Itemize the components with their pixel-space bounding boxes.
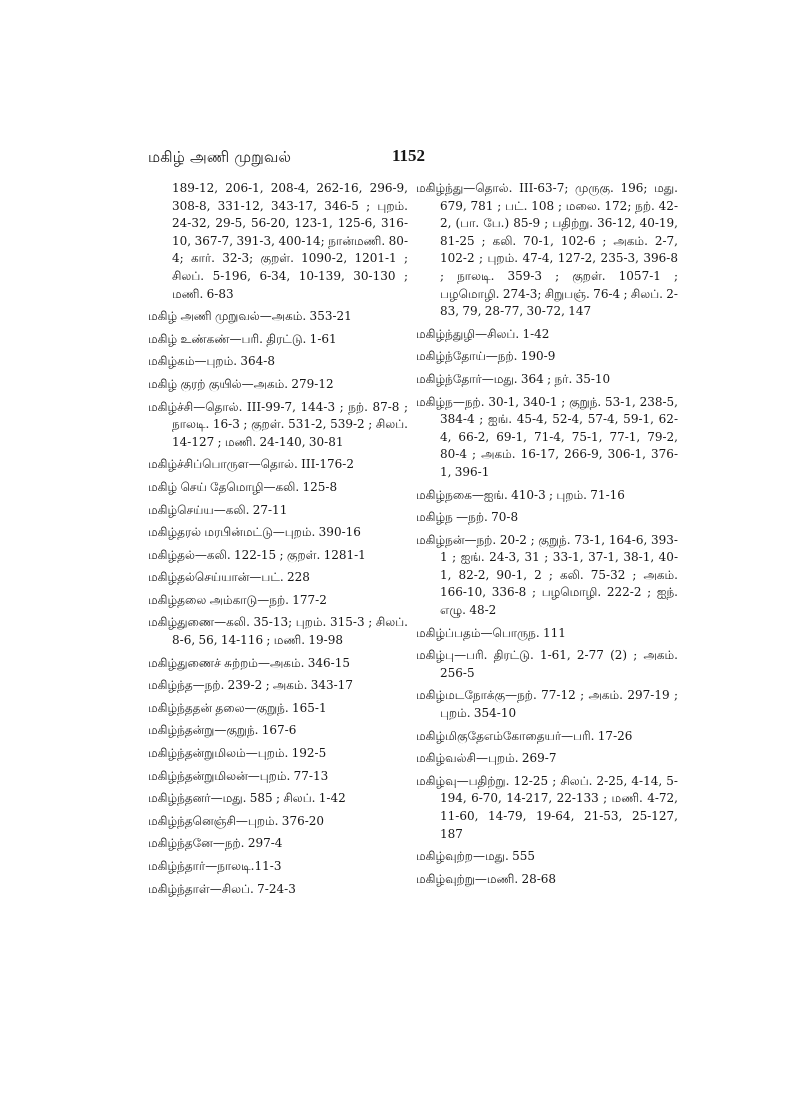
index-entry-continued: 189-12, 206-1, 208-4, 262-16, 296-9, 308-8, 331-12, 343-17, 346-5 ; புறம். 24-32, 29-5, 56-20, 123-1, 125-6, 316-10, 367-7, 391-3, 400-14; நான்மணி. 80-4; கார். 32-3; குறள். 1090-2, 1201-1 ; சிலப். 5-196, 6-34, 10-139, 30-130 ; மணி. 6-83 — [172, 181, 408, 301]
index-column-left — [148, 180, 408, 903]
index-entry: மகிழ்தல்செய்யான்—பட். 228 — [148, 570, 310, 585]
index-entry: மகிழ் அணி முறுவல்—அகம். 353-21 — [148, 309, 352, 324]
index-entry: மகிழ்பு—பரி. திரட்டு. 1-61, 2-77 (2) ; அகம். 256-5 — [416, 648, 678, 680]
index-entry: மகிழ்துணை—கலி. 35-13; புறம். 315-3 ; சிலப். 8-6, 56, 14-116 ; மணி. 19-98 — [148, 615, 408, 648]
index-entry: மகிழ்தரல் மரபின்மட்டு—புறம். 390-16 — [148, 525, 361, 540]
index-column-right — [416, 180, 678, 893]
index-entry: மகிழ்செய்ய—கலி. 27-11 — [148, 502, 288, 517]
index-entry: மகிழ்ந்தன்று—குறுந். 167-6 — [148, 723, 297, 738]
index-entry: மகிழ்ச்சிப்பொருள—தொல். III-176-2 — [148, 457, 354, 472]
index-entry: மகிழ்நகை—ஐங். 410-3 ; புறம். 71-16 — [416, 487, 625, 502]
index-entry: மகிழ்ந்தனர்—மது. 585 ; சிலப். 1-42 — [148, 791, 346, 806]
index-entry: மகிழ்வல்சி—புறம். 269-7 — [416, 751, 557, 766]
index-entry: மகிழ்நன்—நற். 20-2 ; குறுந். 73-1, 164-6, 393-1 ; ஐங். 24-3, 31 ; 33-1, 37-1, 38-1, 40-1, 82-2, 90-1, 2 ; கலி. 75-32 ; அகம். 166-10, 336-8 ; பழமொழி. 222-2 ; ஐந். எழு. 48-2 — [416, 532, 678, 618]
index-entry: மகிழ்ப்பதம்—பொருந. 111 — [416, 625, 566, 640]
index-entry: மகிழ்மிகுதேஎம்கோதையர்—பரி. 17-26 — [416, 728, 633, 743]
index-entry: மகிழ்ந்தோய்—நற். 190-9 — [416, 349, 556, 364]
index-entry: மகிழ்ந்தன்றுமிலம்—புறம். 192-5 — [148, 746, 327, 761]
index-entry: மகிழ்ச்சி—தொல். III-99-7, 144-3 ; நற். 87-8 ; நாலடி. 16-3 ; குறள். 531-2, 539-2 ; சிலப். 14-127 ; மணி. 24-140, 30-81 — [148, 399, 408, 449]
index-entry: மகிழ்ந —நற். 70-8 — [416, 510, 519, 525]
index-entry: மகிழ்ந்து—தொல். III-63-7; முருகு. 196; மது. 679, 781 ; பட். 108 ; மலை. 172; நற். 42-2, (பா. பே.) 85-9 ; பதிற்று. 36-12, 40-19, 81-25 ; கலி. 70-1, 102-6 ; அகம். 2-7, 102-2 ; புறம். 47-4, 127-2, 235-3, 396-8 ; நாலடி. 359-3 ; குறள். 1057-1 ; பழமொழி. 274-3; சிறுபஞ். 76-4 ; சிலப். 2-83, 79, 28-77, 30-72, 147 — [416, 181, 678, 319]
page-number: 1152 — [392, 146, 426, 165]
index-entry: மகிழ்ந்தன்றுமிலன்—புறம். 77-13 — [148, 768, 329, 783]
index-entry: மகிழ்வு—பதிற்று. 12-25 ; சிலப். 2-25, 4-14, 5-194, 6-70, 14-217, 22-133 ; மணி. 4-72, 11-60, 14-79, 19-64, 21-53, 25-127, 187 — [416, 773, 678, 841]
index-entry: மகிழ்மடநோக்கு—நற். 77-12 ; அகம். 297-19 ; புறம். 354-10 — [416, 688, 678, 721]
index-entry: மகிழ்வுற்று—மணி. 28-68 — [416, 871, 557, 886]
index-entry: மகிழ் செய் தேமொழி—கலி. 125-8 — [148, 479, 338, 494]
running-head: மகிழ் அணி முறுவல் — [148, 148, 292, 166]
index-entry: மகிழ்கம்—புறம். 364-8 — [148, 354, 275, 369]
index-entry: மகிழ்ந்தாள்—சிலப். 7-24-3 — [148, 881, 296, 896]
index-entry: மகிழ்தலை அம்காடு—நற். 177-2 — [148, 592, 327, 607]
index-entry: மகிழ்ந்த—நற். 239-2 ; அகம். 343-17 — [148, 678, 353, 693]
index-entry: மகிழ்ந்தோர்—மது. 364 ; நர். 35-10 — [416, 371, 611, 386]
index-entry: மகிழ்ந்தனெஞ்சி—புறம். 376-20 — [148, 813, 325, 828]
index-entry: மகிழ்துணைச் சுற்றம்—அகம். 346-15 — [148, 655, 350, 670]
index-entry: மகிழ்ந்ததன் தலை—குறுந். 165-1 — [148, 700, 327, 715]
index-entry: மகிழ் குரற் குயில்—அகம். 279-12 — [148, 376, 334, 391]
index-entry: மகிழ்ந—நற். 30-1, 340-1 ; குறுந். 53-1, 238-5, 384-4 ; ஐங். 45-4, 52-4, 57-4, 59-1, 62-4, 66-2, 69-1, 71-4, 75-1, 77-1, 79-2, 80-4 ; அகம். 16-17, 266-9, 306-1, 376-1, 396-1 — [416, 394, 678, 479]
index-entry: மகிழ்வுற்ற—மது. 555 — [416, 849, 536, 864]
index-entry: மகிழ்தல்—கலி. 122-15 ; குறள். 1281-1 — [148, 547, 366, 562]
index-entry: மகிழ்ந்தனே—நற். 297-4 — [148, 836, 283, 851]
index-entry: மகிழ்ந்துழி—சிலப். 1-42 — [416, 326, 550, 341]
index-entry: மகிழ் உண்கண்—பரி. திரட்டு. 1-61 — [148, 331, 337, 346]
index-entry: மகிழ்ந்தார்—நாலடி.11-3 — [148, 859, 282, 873]
